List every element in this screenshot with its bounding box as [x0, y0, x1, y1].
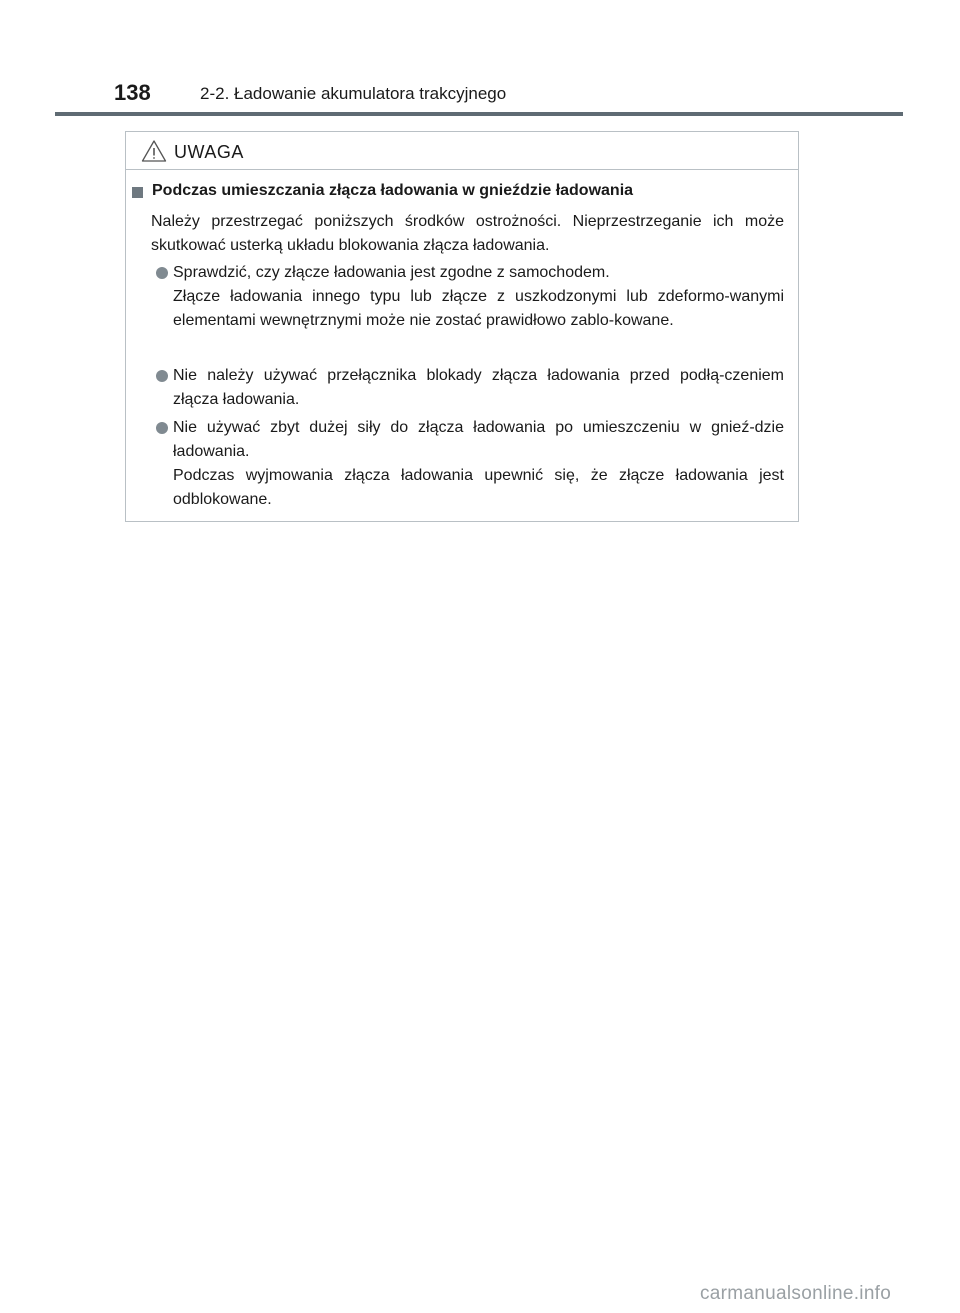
bullet-icon [156, 267, 168, 279]
list-item-main: Nie należy używać przełącznika blokady złącza ładowania przed podłą-czeniem złącza ładowania. [173, 367, 784, 408]
page-header [0, 0, 960, 120]
bullet-icon [156, 422, 168, 434]
list-item-main: Sprawdzić, czy złącze ładowania jest zgodne z samochodem. [173, 264, 610, 281]
list-item-detail: Złącze ładowania innego typu lub złącze z uszkodzonymi lub zdeformo-wanymi elementami wewnętrznymi może nie zostać prawidłowo zablo-kowane. [173, 288, 784, 329]
caution-header [126, 132, 798, 170]
caution-intro: Należy przestrzegać poniższych środków ostrożności. Nieprzestrzeganie ich może skutkować usterką układu blokowania złącza ładowania. [151, 213, 784, 254]
list-item-detail: Podczas wyjmowania złącza ładowania upewnić się, że złącze ładowania jest odblokowane. [173, 467, 784, 508]
caution-label: UWAGA [174, 142, 244, 162]
list-item-main: Nie używać zbyt dużej siły do złącza ładowania po umieszczeniu w gnieź-dzie ładowania. [173, 419, 784, 460]
list-item-text [173, 416, 784, 512]
page-number: 138 [114, 80, 151, 105]
section-title: 2-2. Ładowanie akumulatora trakcyjnego [200, 84, 507, 103]
header-rule [55, 112, 903, 116]
caution-heading: Podczas umieszczania złącza ładowania w gnieździe ładowania [152, 182, 634, 199]
watermark: carmanualsonline.info [700, 1283, 892, 1304]
square-bullet-icon [132, 187, 143, 198]
list-item-text [173, 364, 784, 412]
bullet-icon [156, 370, 168, 382]
caution-box [125, 131, 799, 522]
warning-triangle-icon [141, 139, 167, 163]
list-item-text [173, 261, 784, 333]
